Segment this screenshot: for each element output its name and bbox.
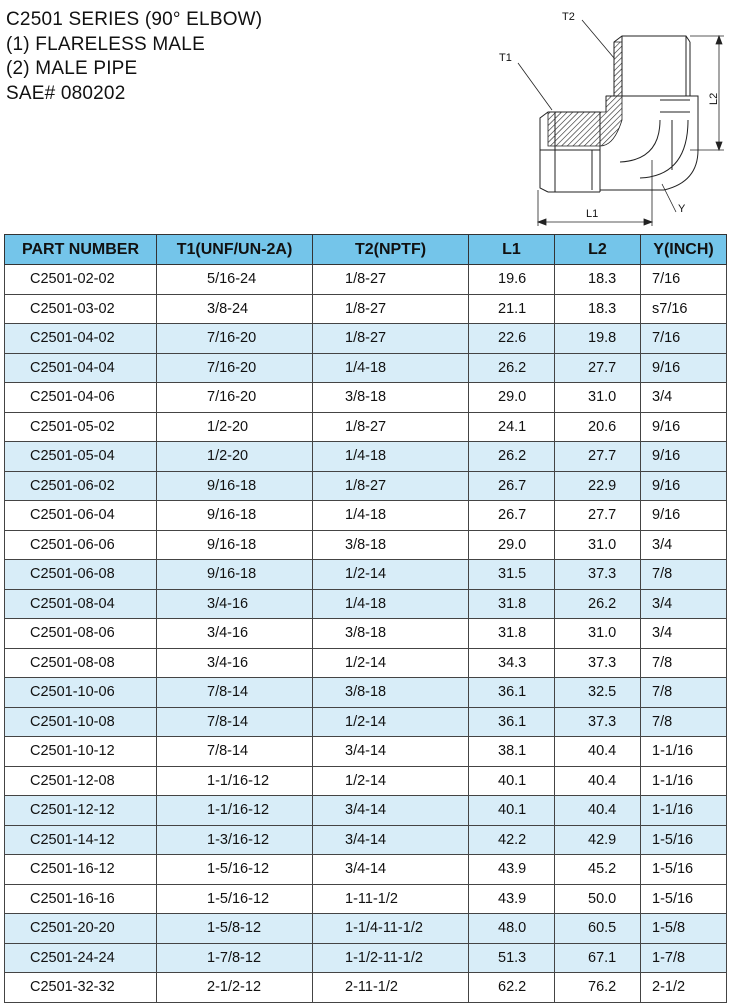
cell-l1: 48.0 — [469, 914, 555, 944]
cell-t2: 3/4-14 — [313, 796, 469, 826]
cell-l1: 21.1 — [469, 294, 555, 324]
header-t2: T2(NPTF) — [313, 235, 469, 265]
cell-t2: 1/8-27 — [313, 412, 469, 442]
series-title: C2501 SERIES (90° ELBOW) — [6, 9, 263, 30]
table-row — [5, 324, 727, 354]
cell-part-number: C2501-05-02 — [5, 412, 157, 442]
cell-l1: 38.1 — [469, 737, 555, 767]
cell-l1: 24.1 — [469, 412, 555, 442]
elbow-fitting-drawing — [488, 4, 728, 230]
cell-part-number: C2501-06-02 — [5, 471, 157, 501]
cell-t1: 1-1/16-12 — [157, 796, 313, 826]
cell-y: 9/16 — [641, 353, 727, 383]
table-row — [5, 707, 727, 737]
cell-part-number: C2501-10-12 — [5, 737, 157, 767]
label-l1: L1 — [586, 208, 599, 220]
table-row — [5, 973, 727, 1003]
cell-t2: 3/8-18 — [313, 619, 469, 649]
cell-t1: 7/8-14 — [157, 678, 313, 708]
cell-l2: 27.7 — [555, 353, 641, 383]
cell-t2: 3/4-14 — [313, 825, 469, 855]
label-y: Y — [678, 203, 686, 215]
cell-l1: 29.0 — [469, 530, 555, 560]
cell-y: 1-1/16 — [641, 766, 727, 796]
table-row — [5, 943, 727, 973]
cell-t2: 1/8-27 — [313, 324, 469, 354]
cell-l2: 42.9 — [555, 825, 641, 855]
cell-t2: 1/2-14 — [313, 766, 469, 796]
cell-y: 9/16 — [641, 442, 727, 472]
cell-y: 9/16 — [641, 412, 727, 442]
cell-l1: 36.1 — [469, 678, 555, 708]
cell-l1: 40.1 — [469, 796, 555, 826]
cell-l1: 31.8 — [469, 589, 555, 619]
cell-part-number: C2501-02-02 — [5, 265, 157, 295]
cell-l1: 40.1 — [469, 766, 555, 796]
header-t1: T1(UNF/UN-2A) — [157, 235, 313, 265]
cell-l2: 18.3 — [555, 265, 641, 295]
cell-l1: 22.6 — [469, 324, 555, 354]
cell-t1: 1-5/8-12 — [157, 914, 313, 944]
cell-part-number: C2501-24-24 — [5, 943, 157, 973]
cell-t2: 3/4-14 — [313, 737, 469, 767]
cell-l2: 37.3 — [555, 648, 641, 678]
table-row — [5, 914, 727, 944]
cell-l1: 51.3 — [469, 943, 555, 973]
cell-t1: 3/8-24 — [157, 294, 313, 324]
cell-t1: 9/16-18 — [157, 471, 313, 501]
cell-part-number: C2501-06-08 — [5, 560, 157, 590]
cell-y: 7/8 — [641, 678, 727, 708]
cell-part-number: C2501-16-16 — [5, 884, 157, 914]
cell-l1: 43.9 — [469, 884, 555, 914]
cell-t1: 9/16-18 — [157, 560, 313, 590]
cell-t2: 1/8-27 — [313, 471, 469, 501]
table-row — [5, 471, 727, 501]
cell-l2: 37.3 — [555, 707, 641, 737]
cell-part-number: C2501-12-08 — [5, 766, 157, 796]
cell-l2: 22.9 — [555, 471, 641, 501]
cell-l2: 31.0 — [555, 383, 641, 413]
title-block — [6, 8, 426, 106]
table-row — [5, 501, 727, 531]
cell-l2: 31.0 — [555, 530, 641, 560]
cell-t2: 1/4-18 — [313, 589, 469, 619]
cell-l2: 20.6 — [555, 412, 641, 442]
cell-t1: 7/16-20 — [157, 324, 313, 354]
cell-t1: 1-1/16-12 — [157, 766, 313, 796]
cell-l2: 50.0 — [555, 884, 641, 914]
cell-y: 1-5/16 — [641, 855, 727, 885]
cell-y: 3/4 — [641, 383, 727, 413]
cell-l1: 26.7 — [469, 471, 555, 501]
table-row — [5, 412, 727, 442]
cell-y: 3/4 — [641, 619, 727, 649]
table-row — [5, 294, 727, 324]
cell-y: 1-7/8 — [641, 943, 727, 973]
cell-l1: 29.0 — [469, 383, 555, 413]
cell-t2: 1-1/4-11-1/2 — [313, 914, 469, 944]
cell-part-number: C2501-06-06 — [5, 530, 157, 560]
cell-t1: 2-1/2-12 — [157, 973, 313, 1003]
table-row — [5, 737, 727, 767]
table-row — [5, 766, 727, 796]
table-row — [5, 530, 727, 560]
cell-t2: 1/2-14 — [313, 560, 469, 590]
table-row — [5, 678, 727, 708]
cell-l1: 19.6 — [469, 265, 555, 295]
cell-part-number: C2501-12-12 — [5, 796, 157, 826]
cell-t1: 7/8-14 — [157, 707, 313, 737]
part-spec-table — [4, 234, 727, 1003]
cell-y: 3/4 — [641, 589, 727, 619]
cell-part-number: C2501-04-02 — [5, 324, 157, 354]
cell-t2: 1/8-27 — [313, 294, 469, 324]
cell-part-number: C2501-10-06 — [5, 678, 157, 708]
cell-y: 9/16 — [641, 501, 727, 531]
cell-t2: 1-11-1/2 — [313, 884, 469, 914]
cell-part-number: C2501-04-06 — [5, 383, 157, 413]
header-y: Y(INCH) — [641, 235, 727, 265]
cell-t1: 9/16-18 — [157, 501, 313, 531]
cell-l1: 31.8 — [469, 619, 555, 649]
table-row — [5, 796, 727, 826]
cell-l1: 26.2 — [469, 353, 555, 383]
cell-l2: 76.2 — [555, 973, 641, 1003]
end-2-description: (2) MALE PIPE — [6, 58, 138, 79]
cell-l1: 36.1 — [469, 707, 555, 737]
header-l1: L1 — [469, 235, 555, 265]
sae-number: SAE# 080202 — [6, 82, 126, 104]
cell-t2: 1/2-14 — [313, 707, 469, 737]
cell-part-number: C2501-03-02 — [5, 294, 157, 324]
cell-t1: 5/16-24 — [157, 265, 313, 295]
cell-y: 7/8 — [641, 648, 727, 678]
cell-y: 7/16 — [641, 265, 727, 295]
table-header-row — [5, 235, 727, 265]
cell-y: 1-5/8 — [641, 914, 727, 944]
cell-l2: 67.1 — [555, 943, 641, 973]
cell-t2: 1/4-18 — [313, 442, 469, 472]
cell-y: 3/4 — [641, 530, 727, 560]
cell-y: 2-1/2 — [641, 973, 727, 1003]
cell-l1: 62.2 — [469, 973, 555, 1003]
table-row — [5, 442, 727, 472]
cell-t1: 3/4-16 — [157, 619, 313, 649]
cell-t1: 3/4-16 — [157, 648, 313, 678]
cell-t1: 1-5/16-12 — [157, 855, 313, 885]
table-row — [5, 560, 727, 590]
cell-y: 7/8 — [641, 707, 727, 737]
table-row — [5, 884, 727, 914]
cell-t2: 1/2-14 — [313, 648, 469, 678]
cell-t1: 3/4-16 — [157, 589, 313, 619]
table-row — [5, 383, 727, 413]
table-row — [5, 589, 727, 619]
cell-t1: 7/16-20 — [157, 383, 313, 413]
cell-l2: 18.3 — [555, 294, 641, 324]
table-row — [5, 855, 727, 885]
cell-part-number: C2501-20-20 — [5, 914, 157, 944]
table-row — [5, 265, 727, 295]
cell-y: s7/16 — [641, 294, 727, 324]
cell-l2: 60.5 — [555, 914, 641, 944]
end-1-description: (1) FLARELESS MALE — [6, 33, 205, 55]
cell-part-number: C2501-10-08 — [5, 707, 157, 737]
cell-l2: 26.2 — [555, 589, 641, 619]
cell-y: 9/16 — [641, 471, 727, 501]
cell-l2: 37.3 — [555, 560, 641, 590]
cell-l2: 45.2 — [555, 855, 641, 885]
cell-l1: 43.9 — [469, 855, 555, 885]
cell-t1: 1/2-20 — [157, 412, 313, 442]
cell-y: 7/16 — [641, 324, 727, 354]
cell-t1: 1-5/16-12 — [157, 884, 313, 914]
cell-l1: 31.5 — [469, 560, 555, 590]
cell-part-number: C2501-08-08 — [5, 648, 157, 678]
cell-y: 1-5/16 — [641, 825, 727, 855]
cell-t2: 3/4-14 — [313, 855, 469, 885]
cell-t2: 1-1/2-11-1/2 — [313, 943, 469, 973]
cell-t2: 1/4-18 — [313, 501, 469, 531]
table-row — [5, 353, 727, 383]
cell-y: 1-1/16 — [641, 796, 727, 826]
cell-t2: 1/4-18 — [313, 353, 469, 383]
cell-y: 1-5/16 — [641, 884, 727, 914]
cell-t1: 1-3/16-12 — [157, 825, 313, 855]
header-l2: L2 — [555, 235, 641, 265]
cell-t1: 1/2-20 — [157, 442, 313, 472]
cell-l2: 32.5 — [555, 678, 641, 708]
cell-part-number: C2501-05-04 — [5, 442, 157, 472]
header-part-number: PART NUMBER — [5, 235, 157, 265]
cell-part-number: C2501-32-32 — [5, 973, 157, 1003]
cell-part-number: C2501-08-06 — [5, 619, 157, 649]
label-t2: T2 — [562, 11, 575, 23]
cell-part-number: C2501-08-04 — [5, 589, 157, 619]
cell-t2: 1/8-27 — [313, 265, 469, 295]
cell-part-number: C2501-06-04 — [5, 501, 157, 531]
cell-t1: 7/16-20 — [157, 353, 313, 383]
cell-l1: 34.3 — [469, 648, 555, 678]
cell-part-number: C2501-14-12 — [5, 825, 157, 855]
label-l2: L2 — [708, 92, 720, 105]
cell-l1: 42.2 — [469, 825, 555, 855]
cell-y: 1-1/16 — [641, 737, 727, 767]
cell-t2: 3/8-18 — [313, 678, 469, 708]
cell-l1: 26.2 — [469, 442, 555, 472]
cell-l2: 27.7 — [555, 442, 641, 472]
cell-t1: 1-7/8-12 — [157, 943, 313, 973]
cell-part-number: C2501-16-12 — [5, 855, 157, 885]
cell-t2: 3/8-18 — [313, 383, 469, 413]
table-row — [5, 648, 727, 678]
cell-t1: 7/8-14 — [157, 737, 313, 767]
cell-l2: 27.7 — [555, 501, 641, 531]
cell-t2: 2-11-1/2 — [313, 973, 469, 1003]
cell-t1: 9/16-18 — [157, 530, 313, 560]
cell-l1: 26.7 — [469, 501, 555, 531]
cell-l2: 40.4 — [555, 766, 641, 796]
cell-l2: 19.8 — [555, 324, 641, 354]
table-row — [5, 619, 727, 649]
cell-l2: 31.0 — [555, 619, 641, 649]
label-t1: T1 — [499, 52, 512, 64]
cell-l2: 40.4 — [555, 737, 641, 767]
cell-t2: 3/8-18 — [313, 530, 469, 560]
cell-part-number: C2501-04-04 — [5, 353, 157, 383]
cell-y: 7/8 — [641, 560, 727, 590]
table-row — [5, 825, 727, 855]
cell-l2: 40.4 — [555, 796, 641, 826]
